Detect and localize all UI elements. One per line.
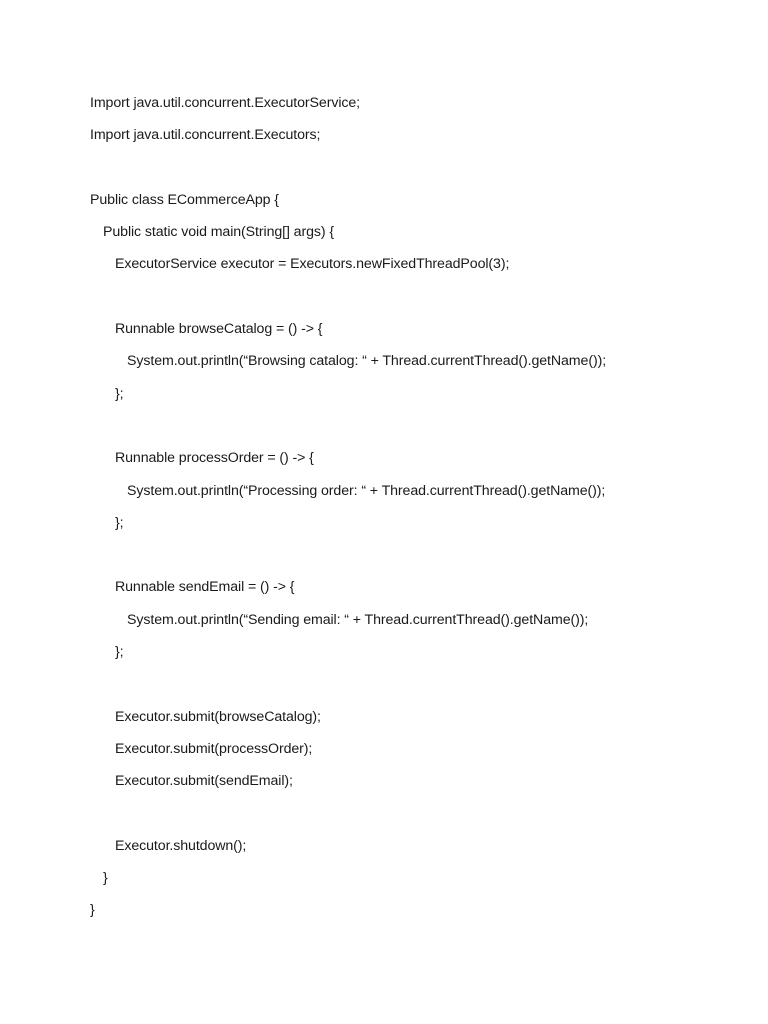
code-line: System.out.println(“Sending email: “ + Thread.currentThread().getName()); [127, 611, 589, 628]
code-listing [90, 87, 730, 927]
code-line: ExecutorService executor = Executors.newFixedThreadPool(3); [115, 256, 510, 273]
blank-line [90, 152, 730, 184]
code-line: Import java.util.concurrent.ExecutorService; [90, 95, 361, 111]
code-line: Runnable processOrder = () -> { [115, 450, 314, 467]
code-line: Executor.submit(browseCatalog); [115, 708, 321, 725]
code-line: } [103, 870, 108, 887]
code-line: }; [115, 514, 124, 531]
code-line: Runnable sendEmail = () -> { [115, 579, 295, 596]
blank-line [90, 410, 730, 442]
code-line: }; [115, 385, 124, 402]
code-line: Public static void main(String[] args) { [103, 224, 334, 241]
blank-line [90, 281, 730, 313]
code-line: System.out.println(“Browsing catalog: “ + Thread.currentThread().getName()); [127, 353, 607, 370]
code-line: Executor.submit(sendEmail); [115, 773, 293, 790]
blank-line [90, 539, 730, 571]
blank-line [90, 668, 730, 700]
code-line: } [90, 902, 95, 919]
code-line: Public class ECommerceApp { [90, 191, 279, 208]
code-line: Executor.shutdown(); [115, 837, 247, 854]
code-line: }; [115, 644, 124, 661]
code-line: Runnable browseCatalog = () -> { [115, 321, 323, 338]
code-line: System.out.println(“Processing order: “ + Thread.currentThread().getName()); [127, 482, 606, 499]
blank-line [90, 798, 730, 830]
code-line: Executor.submit(processOrder); [115, 740, 313, 757]
code-line: Import java.util.concurrent.Executors; [90, 127, 321, 144]
